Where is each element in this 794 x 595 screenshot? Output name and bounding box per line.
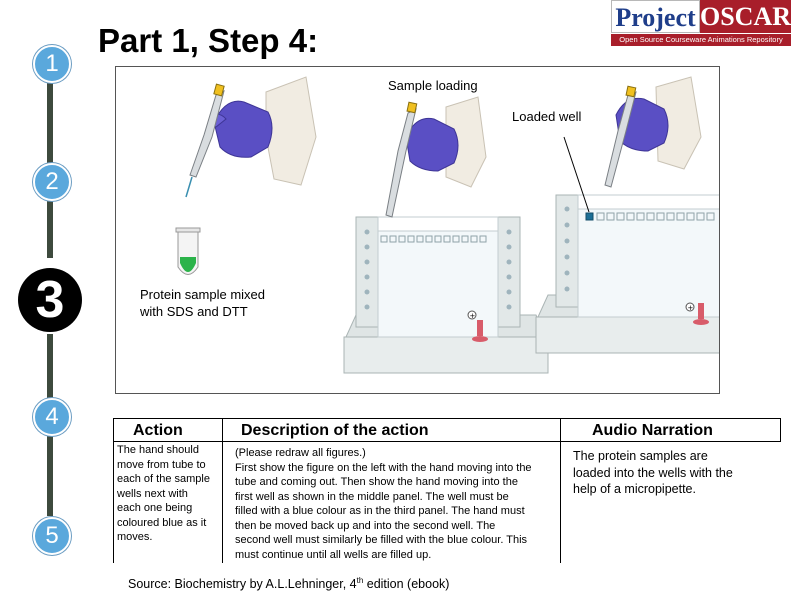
step-2-button[interactable]	[33, 163, 71, 201]
right-pipette-hand-illustration	[605, 77, 701, 187]
step-line-1	[47, 70, 53, 170]
logo-project-text: Project	[611, 0, 700, 33]
narration-header: Audio Narration	[592, 422, 713, 439]
description-line: first well as shown in the middle panel. The well must be	[235, 490, 509, 503]
description-line: tube and coming out. Then show the hand moving into the	[235, 476, 518, 488]
narration-line: The protein samples are	[573, 449, 708, 463]
step-line-4	[47, 426, 53, 516]
source-citation	[128, 576, 449, 591]
table-col2-border	[560, 418, 561, 563]
middle-gel-apparatus	[344, 217, 548, 373]
step-4-label: 4	[45, 403, 59, 430]
action-line: moves.	[117, 531, 153, 543]
right-gel-apparatus	[536, 137, 719, 353]
step-3-button-current[interactable]	[18, 268, 82, 332]
table-top-border	[113, 418, 781, 419]
step-4-button[interactable]	[33, 398, 71, 436]
loaded-well-filled	[586, 213, 593, 220]
description-line: First show the figure on the left with the hand moving into the	[235, 461, 532, 474]
logo-oscar-text: OSCAR	[699, 2, 791, 31]
project-oscar-logo	[611, 0, 791, 46]
step-1-button[interactable]	[33, 45, 71, 83]
sample-tube-illustration	[176, 228, 200, 275]
left-pipette-hand-illustration	[186, 77, 316, 197]
table-left-border	[113, 418, 114, 563]
action-line: each of the sample	[117, 473, 210, 485]
source-suffix: edition (ebook)	[363, 577, 450, 592]
svg-text:+: +	[469, 312, 476, 320]
narration-line: help of a micropipette.	[573, 482, 696, 496]
loaded-well-label: Loaded well	[512, 109, 582, 124]
table-col1-border	[222, 418, 223, 563]
step-3-label: 3	[35, 271, 65, 329]
step-line-2	[47, 198, 53, 258]
middle-pipette-hand-illustration	[386, 97, 486, 217]
step-1-label: 1	[45, 50, 59, 77]
protein-sample-label-line2: with SDS and DTT	[140, 304, 248, 319]
logo-tagline: Open Source Courseware Animations Repository	[611, 34, 791, 46]
svg-text:+: +	[687, 304, 694, 312]
step-2-label: 2	[45, 168, 59, 195]
action-line: move from tube to	[117, 458, 206, 471]
sample-loading-label: Sample loading	[388, 78, 478, 93]
action-header: Action	[133, 422, 183, 439]
table-right-border	[780, 418, 781, 442]
protein-sample-label-line1: Protein sample mixed	[140, 287, 265, 302]
narration-line: loaded into the wells with the	[573, 465, 733, 480]
table-header-border	[113, 441, 781, 442]
source-superscript: th	[356, 576, 364, 585]
figure-panel	[115, 66, 720, 394]
description-line: must continue until all wells are filled up.	[235, 548, 432, 561]
figure-illustration	[116, 67, 719, 393]
source-prefix: Source: Biochemistry by A.L.Lehninger, 4	[128, 577, 357, 592]
action-line: each one being	[117, 502, 193, 514]
action-line: The hand should	[117, 444, 199, 456]
step-line-3	[47, 334, 53, 404]
action-line: wells next with	[117, 487, 188, 500]
description-header: Description of the action	[241, 422, 429, 439]
step-5-button[interactable]	[33, 517, 71, 555]
description-line: (Please redraw all figures.)	[235, 447, 366, 459]
step-5-label: 5	[45, 522, 59, 549]
description-line: second well must similarly be filled with the blue colour. This	[235, 534, 528, 546]
page-title: Part 1, Step 4:	[98, 22, 319, 59]
description-line: then be moved back up and into the second well. The	[235, 519, 496, 532]
description-line: filled with a blue colour as in the third panel. The hand must	[235, 505, 525, 517]
action-line: coloured blue as it	[117, 516, 207, 529]
